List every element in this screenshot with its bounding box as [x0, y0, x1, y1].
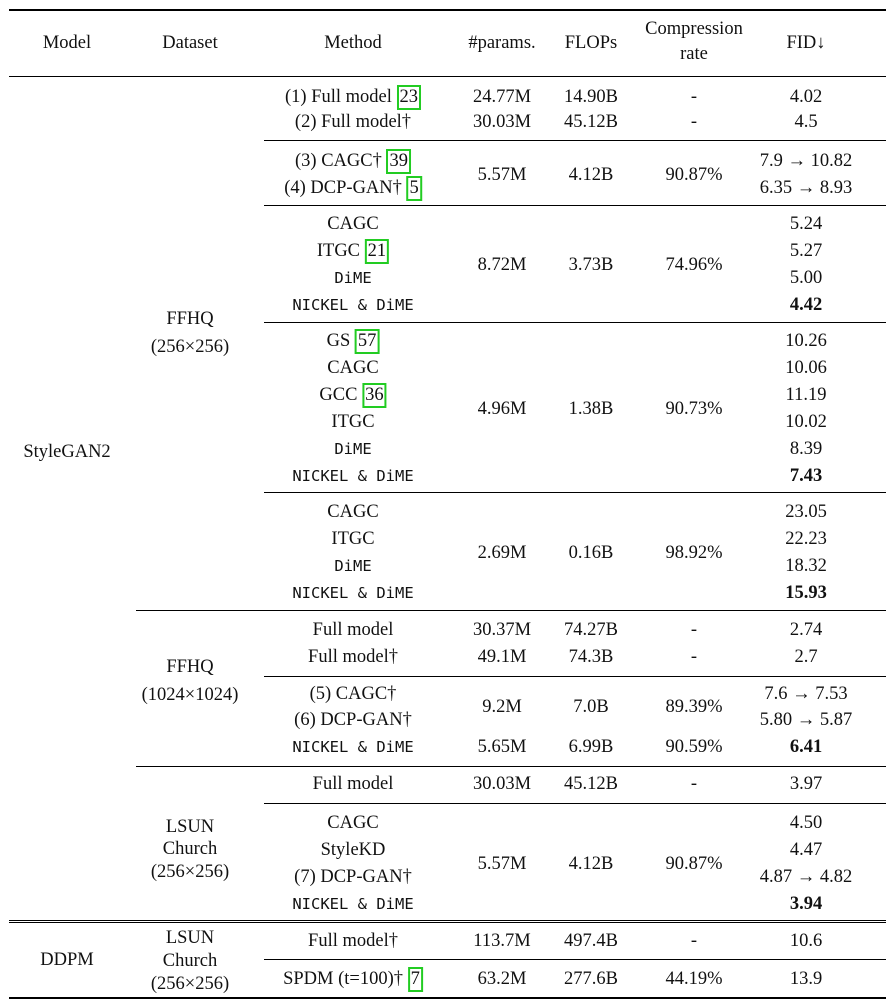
method-cell: (3) CAGC† 39 [295, 149, 411, 174]
table-rule [9, 9, 886, 11]
rate-cell: - [690, 620, 698, 640]
fid-cell: 13.9 [789, 969, 823, 989]
fid-cell: 3.94 [789, 894, 823, 914]
params-cell: 5.57M [477, 164, 527, 185]
fid-cell: 5.24 [789, 214, 823, 234]
method-cell: GCC 36 [319, 383, 386, 408]
table-rule [264, 322, 886, 323]
table-rule [264, 140, 886, 141]
rate-cell: 90.87% [665, 164, 723, 185]
flops-cell: 74.27B [564, 620, 618, 640]
params-cell: 30.03M [472, 774, 532, 794]
method-cell: NICKEL & DiME [292, 738, 414, 756]
rate-cell: - [690, 112, 698, 132]
flops-cell: 45.12B [564, 774, 618, 794]
method-cell: DiME [334, 269, 372, 287]
method-cell: CAGC [327, 813, 379, 833]
rate-cell: 90.73% [665, 398, 723, 419]
dataset-lsun-church-ddpm-sub: Church [162, 951, 218, 971]
fid-cell: 5.00 [789, 268, 823, 288]
table-rule [9, 922, 886, 923]
flops-cell: 14.90B [564, 87, 618, 107]
method-cell: GS 57 [327, 329, 380, 354]
flops-cell: 3.73B [568, 254, 614, 275]
table-rule [264, 676, 886, 677]
params-cell: 9.2M [482, 697, 522, 717]
citation-link[interactable]: 21 [365, 239, 390, 264]
method-cell: (1) Full model 23 [285, 85, 421, 110]
fid-cell: 10.02 [785, 412, 827, 432]
flops-cell: 45.12B [564, 112, 618, 132]
dataset-ffhq-256-name: FFHQ [166, 309, 214, 329]
fid-cell: 10.6 [789, 931, 823, 951]
fid-cell: 4.47 [789, 840, 823, 860]
params-cell: 5.57M [477, 853, 527, 874]
fid-cell: 7.6 → 7.53 [764, 684, 848, 704]
method-cell: NICKEL & DiME [292, 895, 414, 913]
method-cell: NICKEL & DiME [292, 584, 414, 602]
method-cell: ITGC 21 [317, 239, 389, 264]
table-rule [9, 76, 886, 77]
rate-cell: 74.96% [665, 254, 723, 275]
fid-cell: 8.39 [789, 439, 823, 459]
flops-cell: 277.6B [564, 969, 618, 989]
table-rule [136, 766, 886, 767]
fid-cell: 18.32 [785, 556, 827, 576]
params-cell: 49.1M [477, 647, 527, 667]
dataset-lsun-church-ddpm-res: (256×256) [150, 974, 230, 994]
citation-link[interactable]: 5 [407, 176, 422, 201]
method-cell: (6) DCP-GAN† [294, 710, 412, 730]
header-model: Model [42, 33, 92, 53]
fid-cell: 22.23 [785, 529, 827, 549]
model-stylegan2: StyleGAN2 [23, 442, 111, 462]
table-rule [9, 997, 886, 999]
method-cell: DiME [334, 557, 372, 575]
header-method: Method [324, 33, 382, 53]
method-cell: NICKEL & DiME [292, 296, 414, 314]
citation-link[interactable]: 36 [362, 383, 387, 408]
fid-cell: 5.80 → 5.87 [759, 710, 853, 730]
citation-link[interactable]: 57 [355, 329, 380, 354]
citation-link[interactable]: 7 [408, 967, 423, 992]
method-cell: Full model† [308, 647, 398, 667]
dataset-ffhq-256-res: (256×256) [150, 337, 230, 357]
header-flops: FLOPs [564, 33, 618, 53]
method-cell: ITGC [331, 412, 375, 432]
method-cell: (2) Full model† [294, 112, 412, 132]
header-params: #params. [468, 33, 536, 53]
fid-cell: 4.5 [794, 112, 818, 132]
params-cell: 2.69M [477, 542, 527, 563]
rate-cell: 90.59% [665, 737, 723, 757]
rate-cell: 98.92% [665, 542, 723, 563]
dataset-ffhq-1024-res: (1024×1024) [141, 685, 239, 705]
dataset-lsun-church-name: LSUN [165, 817, 215, 837]
method-cell: (4) DCP-GAN† 5 [284, 176, 422, 201]
table-rule [136, 610, 886, 611]
rate-cell: - [690, 647, 698, 667]
header-fid: FID↓ [786, 33, 826, 53]
rate-cell: 89.39% [665, 697, 723, 717]
dataset-lsun-church-sub: Church [162, 839, 218, 859]
method-cell: DiME [334, 440, 372, 458]
fid-cell: 2.7 [794, 647, 818, 667]
fid-cell: 4.42 [789, 295, 823, 315]
flops-cell: 74.3B [568, 647, 614, 667]
fid-cell: 10.26 [785, 331, 827, 351]
citation-link[interactable]: 39 [386, 149, 411, 174]
method-cell: CAGC [327, 358, 379, 378]
header-compression-line1: Compression [645, 19, 743, 39]
fid-cell: 3.97 [789, 774, 823, 794]
fid-cell: 7.43 [789, 466, 823, 486]
dataset-lsun-church-ddpm-name: LSUN [165, 928, 215, 948]
rate-cell: 90.87% [665, 853, 723, 874]
table-rule [264, 803, 886, 804]
method-cell: ITGC [331, 529, 375, 549]
params-cell: 8.72M [477, 254, 527, 275]
flops-cell: 4.12B [568, 164, 614, 185]
params-cell: 113.7M [473, 931, 531, 951]
fid-cell: 2.74 [789, 620, 823, 640]
params-cell: 24.77M [472, 87, 532, 107]
rate-cell: - [690, 931, 698, 951]
flops-cell: 497.4B [564, 931, 618, 951]
flops-cell: 1.38B [568, 398, 614, 419]
method-cell: Full model [312, 620, 394, 640]
params-cell: 5.65M [477, 737, 527, 757]
flops-cell: 4.12B [568, 853, 614, 874]
table-rule [264, 205, 886, 206]
method-cell: Full model† [308, 931, 398, 951]
fid-cell: 10.06 [785, 358, 827, 378]
fid-cell: 4.50 [789, 813, 823, 833]
flops-cell: 0.16B [568, 542, 614, 563]
table-rule [9, 920, 886, 921]
method-cell: NICKEL & DiME [292, 467, 414, 485]
rate-cell: 44.19% [665, 969, 723, 989]
flops-cell: 7.0B [573, 697, 609, 717]
fid-cell: 6.41 [789, 737, 823, 757]
method-cell: (7) DCP-GAN† [294, 867, 412, 887]
dataset-ffhq-1024-name: FFHQ [166, 657, 214, 677]
fid-cell: 4.02 [789, 87, 823, 107]
method-cell: Full model [312, 774, 394, 794]
method-cell: StyleKD [320, 840, 386, 860]
method-cell: CAGC [327, 214, 379, 234]
params-cell: 30.03M [472, 112, 532, 132]
method-cell: SPDM (t=100)† 7 [283, 967, 423, 992]
params-cell: 4.96M [477, 398, 527, 419]
citation-link[interactable]: 23 [397, 85, 422, 110]
header-dataset: Dataset [162, 33, 218, 53]
model-ddpm: DDPM [40, 950, 94, 970]
rate-cell: - [690, 87, 698, 107]
fid-cell: 5.27 [789, 241, 823, 261]
fid-cell: 23.05 [785, 502, 827, 522]
flops-cell: 6.99B [568, 737, 614, 757]
params-cell: 30.37M [472, 620, 532, 640]
method-cell: CAGC [327, 502, 379, 522]
fid-cell: 7.9 → 10.82 [759, 151, 853, 171]
rate-cell: - [690, 774, 698, 794]
header-compression-line2: rate [680, 44, 708, 64]
params-cell: 63.2M [477, 969, 527, 989]
table-rule [264, 492, 886, 493]
fid-cell: 11.19 [785, 385, 827, 405]
fid-cell: 4.87 → 4.82 [759, 867, 853, 887]
dataset-lsun-church-res: (256×256) [150, 862, 230, 882]
fid-cell: 15.93 [785, 583, 827, 603]
table-rule [264, 959, 886, 960]
method-cell: (5) CAGC† [309, 684, 397, 704]
fid-cell: 6.35 → 8.93 [759, 178, 853, 198]
